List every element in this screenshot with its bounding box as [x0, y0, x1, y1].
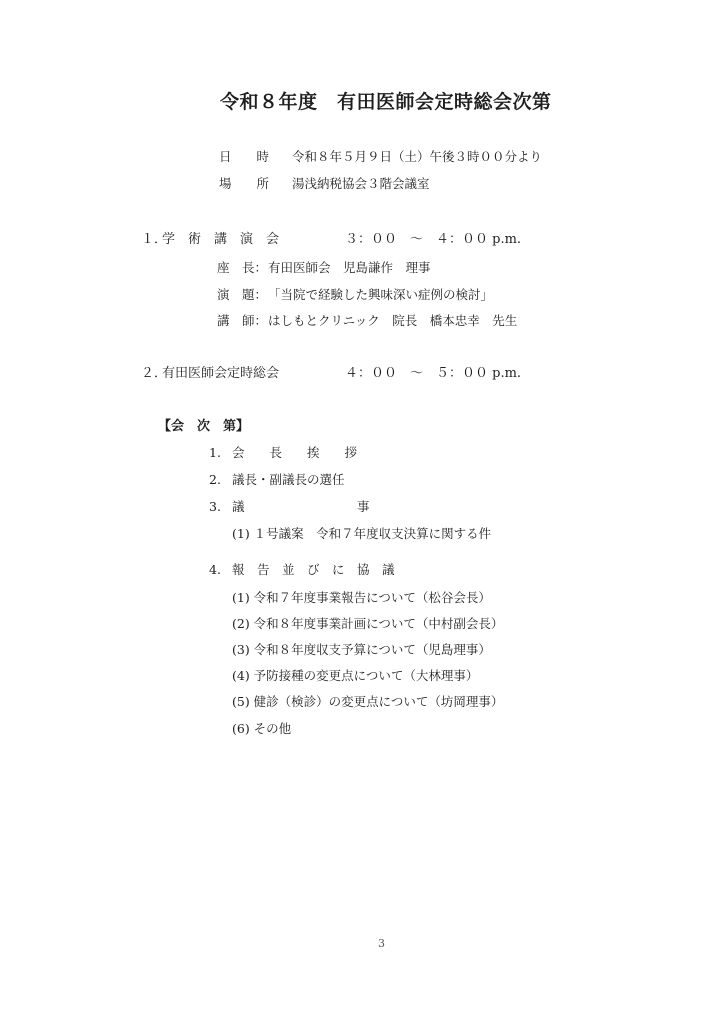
date-label: 日 時: [219, 149, 270, 164]
section1-time: ３：００ ～ ４：００ p.m.: [345, 232, 522, 247]
agenda-subitem: (3) 令和８年度収支予算について（児島理事）: [232, 642, 491, 657]
agenda-item: 報 告 並 び に 協 議: [232, 562, 395, 577]
agenda-item-number: 2.: [209, 472, 221, 487]
speaker-label: 講 師：: [217, 313, 268, 328]
chair-value: 有田医師会 児島謙作 理事: [268, 260, 431, 275]
section2-heading: 有田医師会定時総会: [162, 366, 280, 381]
agenda-subitem: (1) 令和７年度事業報告について（松谷会長）: [232, 590, 491, 605]
agenda-item: 会 長 挨 拶: [232, 445, 358, 460]
agenda-item-number: 1.: [209, 445, 221, 460]
agenda-item-number: 4.: [209, 562, 221, 577]
page-number: 3: [378, 937, 385, 950]
agenda-subitem: (4) 予防接種の変更点について（大林理事）: [232, 668, 479, 683]
place-value: 湯浅納税協会３階会議室: [292, 176, 430, 191]
chair-label: 座 長：: [217, 260, 268, 275]
section2-number: ２．: [141, 366, 168, 381]
section1-number: １．: [141, 232, 168, 247]
date-value: 令和８年５月９日（土）午後３時００分より: [292, 149, 543, 164]
section1-heading: 学 術 講 演 会: [162, 232, 280, 247]
document-title: 令和８年度 有田医師会定時総会次第: [220, 91, 552, 113]
agenda-item: 議 事: [232, 499, 370, 514]
agenda-subitem: (2) 令和８年度事業計画について（中村副会長）: [232, 616, 504, 631]
agenda-heading: 【会 次 第】: [158, 419, 250, 434]
section2-time: ４：００ ～ ５：００ p.m.: [345, 366, 522, 381]
speaker-value: はしもとクリニック 院長 橋本忠幸 先生: [268, 313, 518, 328]
agenda-subitem: (5) 健診（検診）の変更点について（坊岡理事）: [232, 694, 504, 709]
agenda-subitem: (1) １号議案 令和７年度収支決算に関する件: [232, 526, 492, 541]
agenda-item-number: 3.: [209, 499, 221, 514]
topic-label: 演 題：: [217, 287, 268, 302]
topic-value: 「当院で経験した興味深い症例の検討」: [268, 287, 494, 302]
place-label: 場 所: [219, 176, 270, 191]
agenda-subitem: (6) その他: [232, 721, 292, 736]
agenda-item: 議長・副議長の選任: [232, 472, 345, 487]
